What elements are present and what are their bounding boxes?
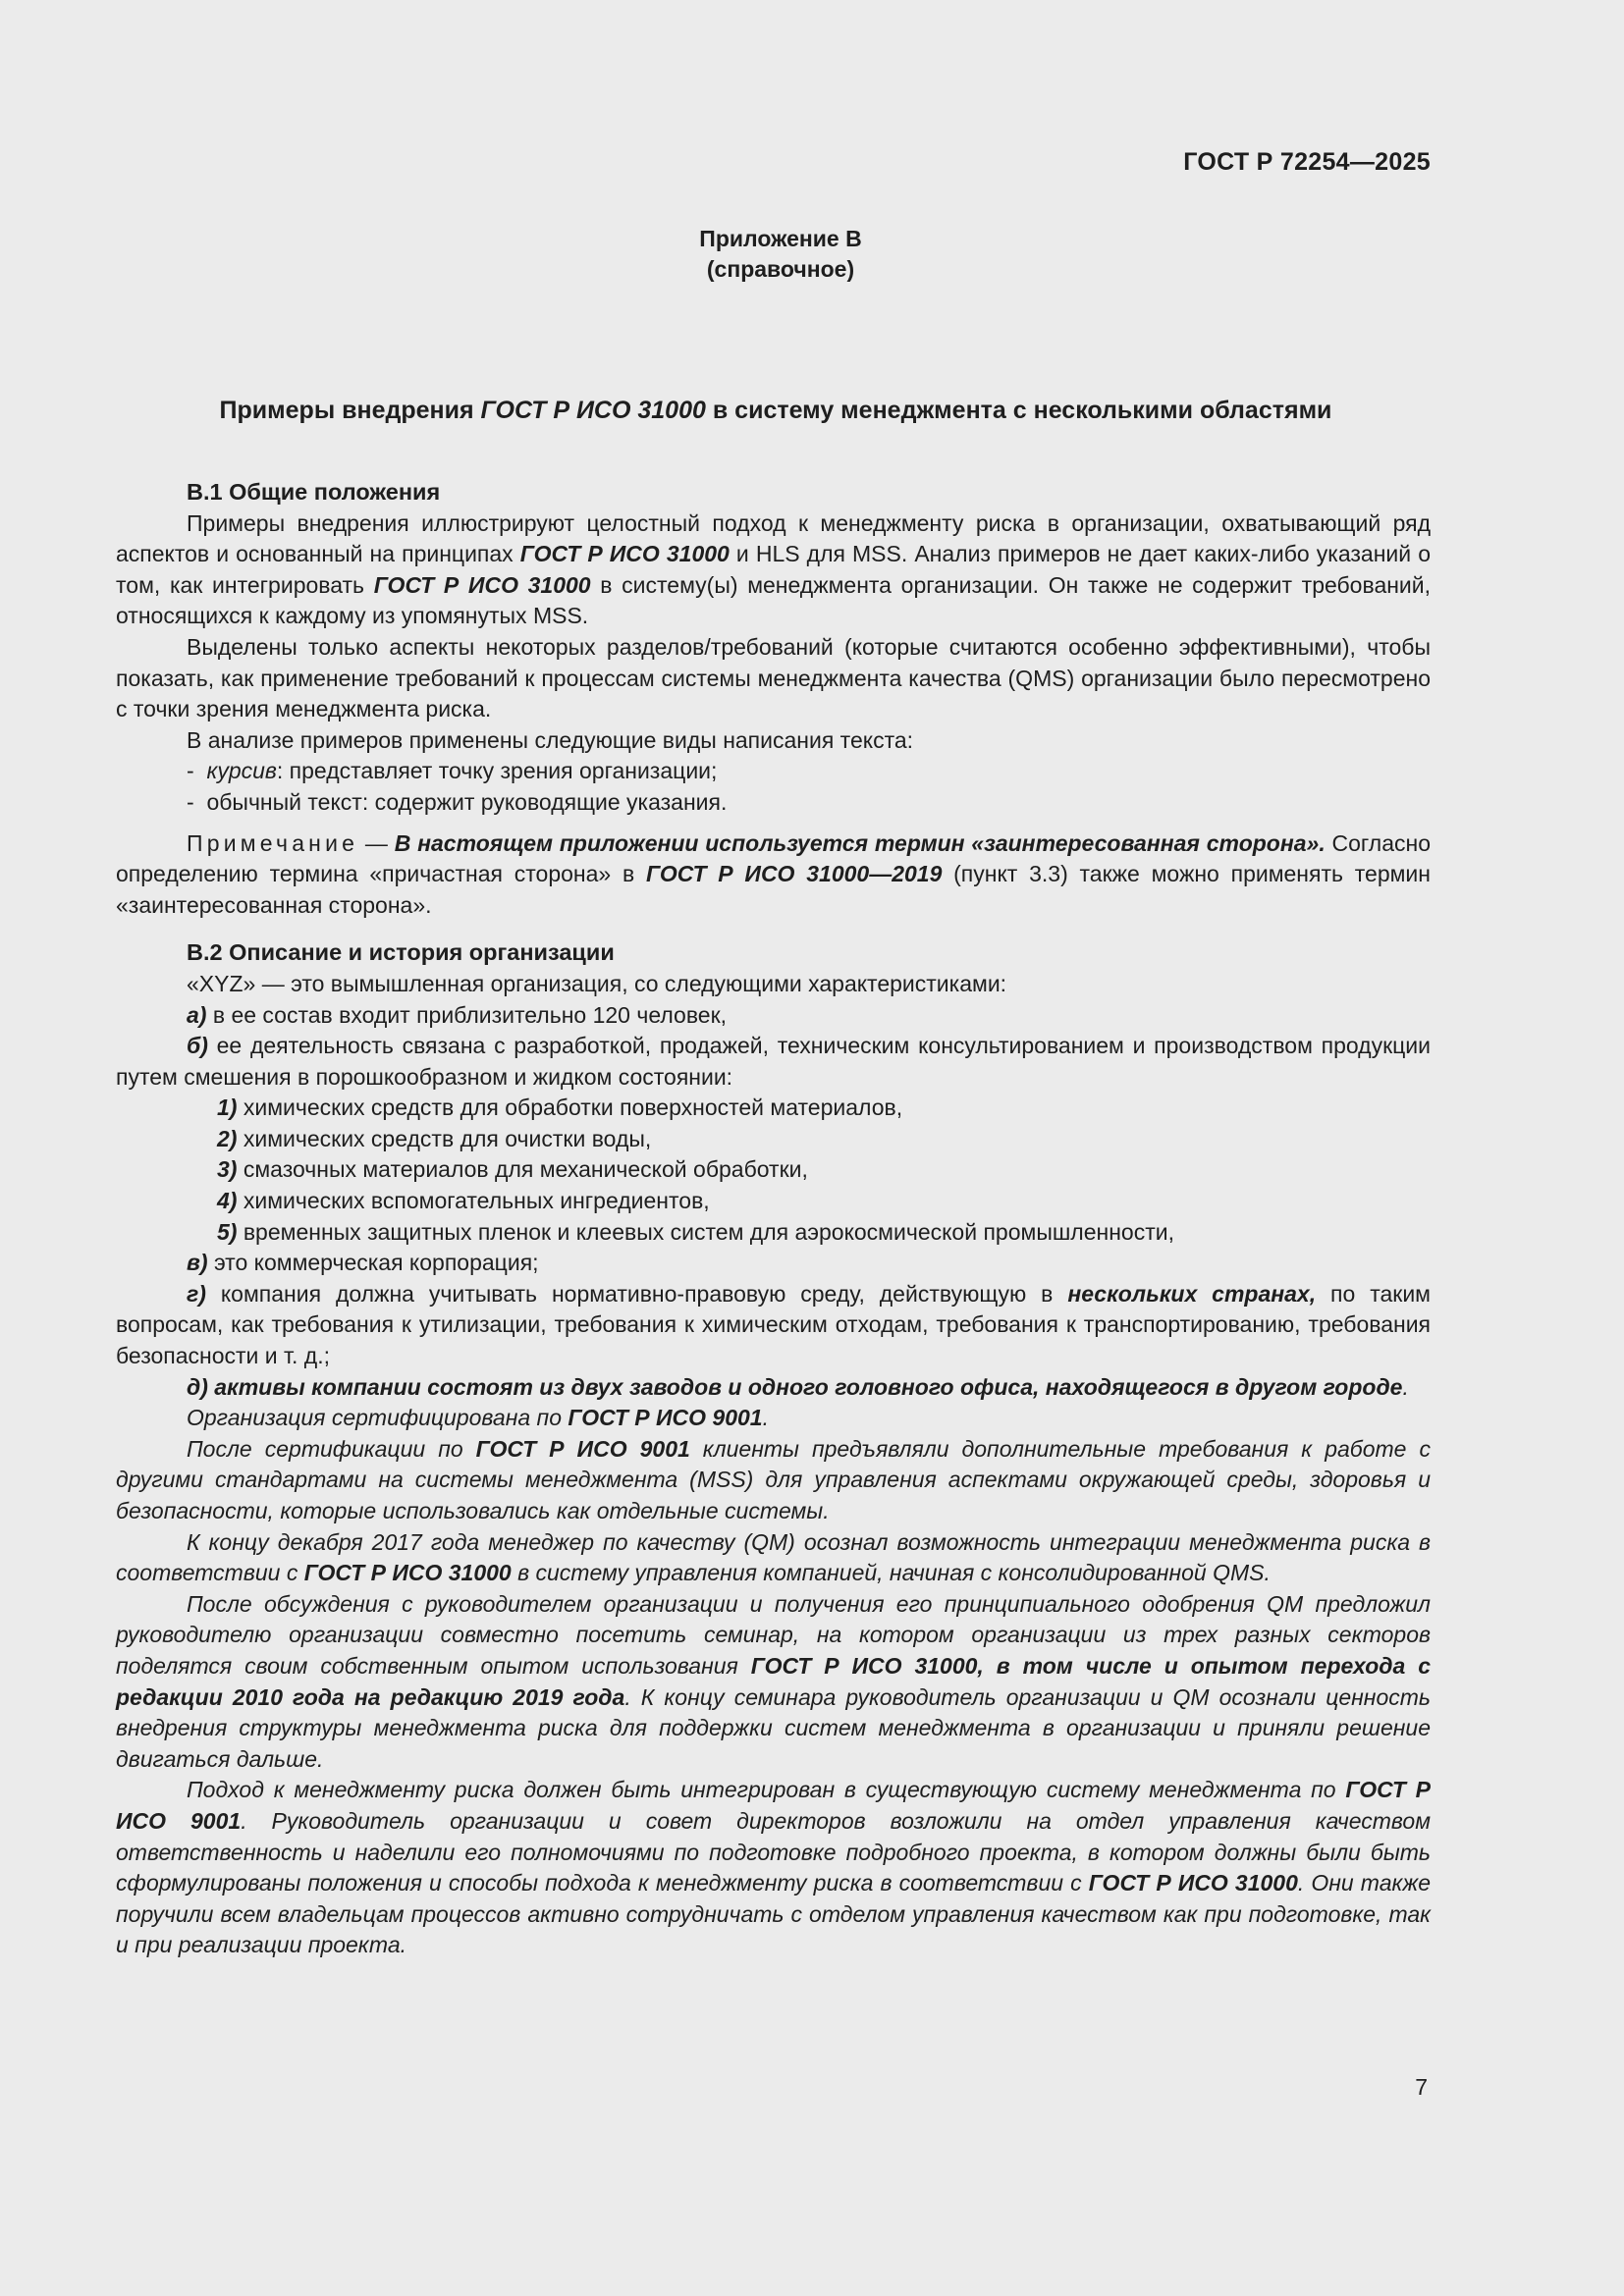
page-number: 7	[1415, 2074, 1428, 2100]
list-label: в)	[187, 1250, 208, 1276]
list-dash: -	[187, 788, 194, 815]
sub-list-item	[116, 1124, 1431, 1155]
text: ГОСТ Р ИСО 31000, в том числе и опытом перехода с редакции 2010 года на редакцию 2019 года	[116, 1652, 1431, 1710]
sub-list-item	[116, 1093, 1431, 1124]
sub-list-item	[116, 1186, 1431, 1217]
text: и HLS для MSS. Анализ примеров не дает каких-либо указаний о том, как интегрировать	[116, 541, 1431, 598]
standard-ref: ГОСТ Р ИСО 31000	[519, 541, 730, 567]
list-item	[116, 756, 1431, 787]
text: химических средств для обработки поверхностей материалов,	[237, 1095, 903, 1121]
note	[116, 828, 1431, 922]
text: д) активы компании состоят из двух заводов и одного головного офиса, находящегося в другом городе	[187, 1373, 1403, 1400]
list-label: 3)	[217, 1156, 238, 1183]
standard-ref: ГОСТ Р ИСО 31000	[1088, 1870, 1298, 1896]
text: нескольких странах,	[1067, 1280, 1317, 1307]
paragraph	[116, 1775, 1431, 1961]
text: После обсуждения с руководителем организации и получения его принципиального одобрения QM предложил руководителю организации совместно посетить семинар, на котором организации из трех разных секторов поделятся своим собственным опытом использования	[116, 1590, 1431, 1679]
annex-title	[0, 397, 1551, 425]
list-label: 2)	[217, 1125, 238, 1151]
standard-ref: ГОСТ Р ИСО 9001	[568, 1405, 763, 1431]
list-item	[116, 787, 1431, 819]
text: Подход к менеджменту риска должен быть интегрирован в существующую систему менеджмента по	[187, 1777, 1346, 1803]
section-heading-b1: В.1 Общие положения	[187, 479, 441, 505]
standard-ref: ГОСТ Р ИСО 9001	[475, 1435, 690, 1462]
standard-ref: ГОСТ Р ИСО 31000	[373, 571, 591, 598]
list-label: 5)	[217, 1218, 238, 1245]
text: . Руководитель организации и совет директоров возложили на отдел управления качеством ответственность и наделили его полномочиями по подготовке подробного проекта, в котором должны были быть сформулированы положения и способы подхода к менеджменту риска в соответствии с	[116, 1807, 1431, 1896]
list-dash: -	[187, 758, 194, 784]
paragraph: В анализе примеров применены следующие виды написания текста:	[187, 726, 914, 753]
text: в ее состав входит приблизительно 120 человек,	[206, 1001, 728, 1028]
note-label: Примечание	[187, 829, 359, 856]
paragraph	[116, 1403, 1431, 1434]
text: .	[762, 1405, 769, 1431]
text: . К концу семинара руководитель организации и QM осознали ценность внедрения структуры менеджмента риска для поддержки систем менеджмента в организации и приняли решение двигаться дальше.	[116, 1683, 1431, 1772]
text: смазочных материалов для механической обработки,	[237, 1156, 808, 1183]
text: химических вспомогательных ингредиентов,	[237, 1188, 710, 1214]
text: химических средств для очистки воды,	[237, 1125, 652, 1151]
list-label: г)	[187, 1280, 206, 1307]
text: Примеры внедрения иллюстрируют целостный подход к менеджменту риска в организации, охватывающий ряд аспектов и основанный на принципах	[116, 509, 1431, 567]
text: (пункт 3.3) также можно применять термин «заинтересованная сторона».	[116, 861, 1431, 918]
list-label: 4)	[217, 1188, 238, 1214]
list-label: 1)	[217, 1095, 238, 1121]
standard-id: ГОСТ Р 72254—2025	[1183, 148, 1431, 176]
sub-list-item	[116, 1217, 1431, 1249]
text: После сертификации по	[187, 1435, 476, 1462]
text: компания должна учитывать нормативно-правовую среду, действующую в	[205, 1280, 1068, 1307]
list-item	[116, 1248, 1431, 1279]
section-heading-b2: В.2 Описание и история организации	[187, 939, 615, 966]
standard-ref: ГОСТ Р ИСО 31000—2019	[646, 861, 943, 887]
annex-type: (справочное)	[706, 256, 855, 282]
annex-body	[116, 477, 1431, 1961]
text: временных защитных пленок и клеевых систем для аэрокосмической промышленности,	[237, 1218, 1174, 1245]
standard-ref: ГОСТ Р ИСО 31000	[303, 1560, 512, 1586]
text: .	[1402, 1373, 1409, 1400]
text: К концу декабря 2017 года менеджер по качеству (QM) осознал возможность интеграции менеджмента риска в соответствии с	[116, 1528, 1431, 1586]
list-item	[116, 1279, 1431, 1372]
standard-ref: ГОСТ Р ИСО 9001	[116, 1777, 1432, 1834]
list-item	[116, 1031, 1431, 1093]
list-label: а)	[187, 1001, 207, 1028]
annex-title-part1: Примеры внедрения	[219, 397, 481, 424]
list-label: б)	[187, 1033, 208, 1059]
text: клиенты предъявляли дополнительные требования к работе с другими стандартами на системы менеджмента (MSS) для управления аспектами окружающей среды, здоровья и безопасности, которые использовались как отдельные системы.	[116, 1435, 1431, 1523]
list-item	[116, 1000, 1431, 1032]
text: по таким вопросам, как требования к утилизации, требования к химическим отходам, требования к транспортированию, требования безопасности и т. д.;	[116, 1280, 1431, 1369]
paragraph	[116, 508, 1431, 632]
text: : представляет точку зрения организации;	[276, 758, 718, 784]
text: ее деятельность связана с разработкой, продажей, техническим консультированием и производством продукции путем смешения в порошкообразном и жидком состоянии:	[116, 1033, 1431, 1090]
text: обычный текст: содержит руководящие указания.	[206, 788, 728, 815]
annex-title-ref: ГОСТ Р ИСО 31000	[480, 397, 706, 424]
sub-list-item	[116, 1154, 1431, 1186]
text: Согласно определению термина «причастная сторона» в	[116, 829, 1431, 887]
text: в систему(ы) менеджмента организации. Он также не содержит требований, относящихся к каждому из упомянутых MSS.	[116, 571, 1432, 629]
text: . Они также поручили всем владельцам процессов активно сотрудничать с отделом управления качеством как при подготовке, так и при реализации проекта.	[116, 1870, 1431, 1958]
text: Организация сертифицирована по	[187, 1405, 568, 1431]
text: В настоящем приложении используется термин «заинтересованная сторона».	[394, 829, 1326, 856]
text: это коммерческая корпорация;	[207, 1250, 539, 1276]
paragraph: «XYZ» — это вымышленная организация, со следующими характеристиками:	[187, 970, 1007, 996]
text: в систему управления компанией, начиная с консолидированной QMS.	[511, 1560, 1271, 1586]
text: —	[358, 829, 395, 856]
annex-label: Приложение В	[699, 226, 862, 251]
paragraph	[116, 1589, 1431, 1776]
paragraph	[116, 1434, 1431, 1527]
annex-title-part2: в систему менеджмента с несколькими областями	[705, 397, 1332, 424]
paragraph	[116, 1527, 1431, 1589]
text: курсив	[206, 758, 277, 784]
list-item	[116, 1372, 1431, 1404]
annex-heading	[0, 224, 1561, 285]
paragraph: Выделены только аспекты некоторых разделов/требований (которые считаются особенно эффективными), чтобы показать, как применение требований к процессам системы менеджмента качества (QMS) организации было пересмотрено с точки зрения менеджмента риска.	[116, 633, 1431, 722]
